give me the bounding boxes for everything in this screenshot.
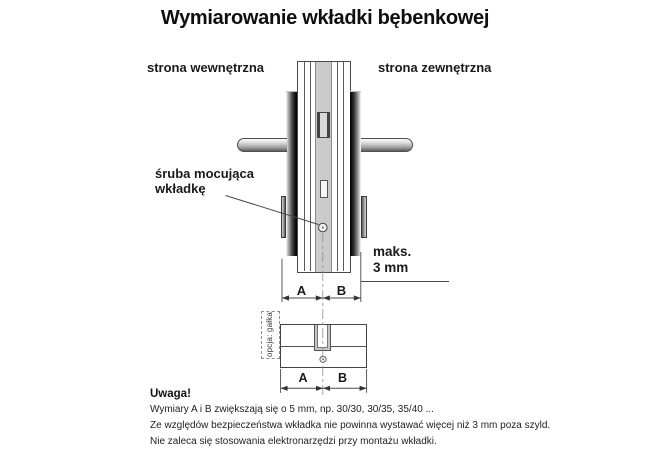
dimension-a-label-small: A <box>298 371 308 385</box>
arrowhead <box>282 295 289 300</box>
cylinder-cam-notch-inner <box>317 325 328 348</box>
cylinder-protrusion-left <box>281 196 287 238</box>
escutcheon-outer <box>350 91 361 256</box>
dimension-b-label-small: B <box>337 371 348 385</box>
max-protrusion-label-line2: 3 mm <box>373 260 409 275</box>
cylinder-cam <box>317 112 330 139</box>
dimension-a-label-main: A <box>296 283 307 298</box>
inner-side-label: strona wewnętrzna <box>147 60 265 75</box>
arrowhead <box>354 295 361 300</box>
cylinder-slot <box>320 180 329 198</box>
handle-outer <box>361 138 413 153</box>
note-line: Ze względów bezpieczeństwa wkładka nie powinna wystawać więcej niż 3 mm poza szyld. <box>150 420 551 431</box>
knob-option-label: opcja: gałka <box>265 311 275 358</box>
dimension-b-label-main: B <box>336 283 347 298</box>
note-line: Wymiary A i B zwiększają się o 5 mm, np. 30/30, 30/35, 35/40 ... <box>150 404 434 415</box>
fixing-screw-label-line2: wkładkę <box>155 181 206 196</box>
note-heading: Uwaga! <box>150 388 191 400</box>
arrowhead <box>323 295 330 300</box>
handle-inner <box>237 138 287 153</box>
door-layer-line <box>337 62 338 271</box>
escutcheon-inner <box>286 91 297 256</box>
door-layer-line <box>343 62 344 271</box>
cylinder-strip <box>315 62 332 272</box>
note-block <box>150 388 590 450</box>
max-protrusion-label <box>373 244 411 276</box>
note-line: Nie zaleca się stosowania elektronarzędzi przy montażu wkładki. <box>150 436 437 447</box>
page-title: Wymiarowanie wkładki bębenkowej <box>160 7 490 29</box>
door-layer-line <box>304 62 305 271</box>
fixing-screw-label <box>155 166 254 196</box>
cylinder-protrusion-right <box>361 196 367 238</box>
outer-side-label: strona zewnętrzna <box>378 60 492 75</box>
knob-option-box <box>261 311 280 359</box>
max-protrusion-label-line1: maks. <box>373 244 412 259</box>
door-layer-line <box>310 62 311 271</box>
arrowhead <box>316 295 323 300</box>
fixing-screw-label-line1: śruba mocująca <box>155 166 254 181</box>
